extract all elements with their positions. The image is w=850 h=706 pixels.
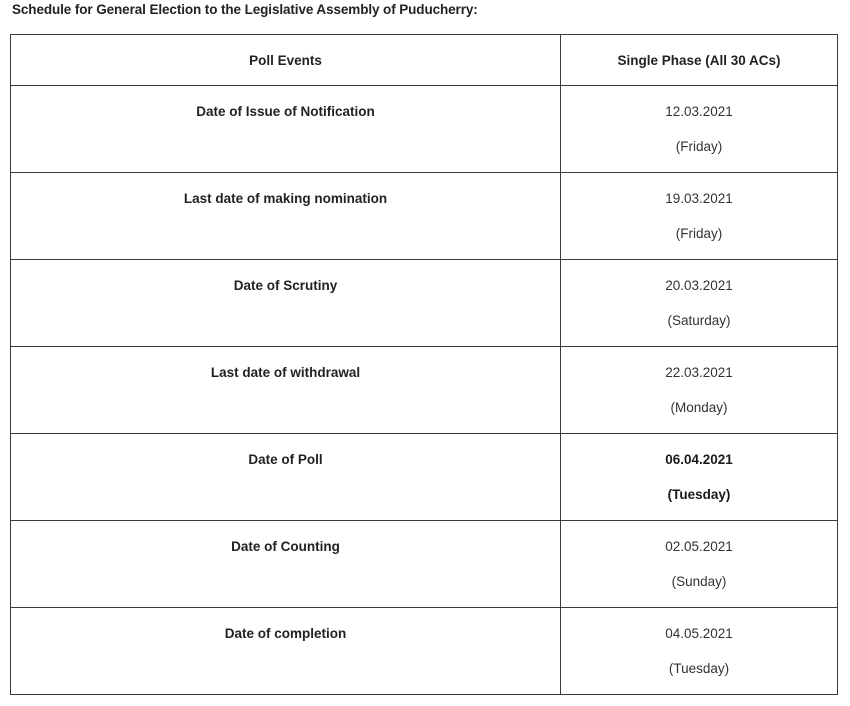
event-label: Last date of withdrawal — [210, 365, 361, 380]
event-cell — [11, 521, 561, 608]
event-date: 04.05.2021 — [665, 626, 733, 641]
event-date: 20.03.2021 — [665, 278, 733, 293]
event-cell — [11, 260, 561, 347]
event-day: (Friday) — [675, 139, 723, 154]
event-day: (Tuesday) — [668, 661, 730, 676]
event-day: (Saturday) — [667, 313, 731, 328]
event-label: Last date of making nomination — [183, 191, 388, 206]
page-heading: Schedule for General Election to the Legislative Assembly of Puducherry: — [12, 2, 478, 17]
event-day: (Sunday) — [671, 574, 727, 589]
date-cell — [561, 86, 838, 173]
table-row — [11, 347, 838, 434]
event-day: (Tuesday) — [667, 487, 731, 502]
column-header-poll-events: Poll Events — [11, 35, 561, 86]
event-date: 06.04.2021 — [665, 452, 733, 467]
table-row — [11, 608, 838, 695]
table-row — [11, 260, 838, 347]
event-day: (Monday) — [670, 400, 728, 415]
event-label: Date of Scrutiny — [233, 278, 338, 293]
event-label: Date of Counting — [231, 539, 340, 554]
event-date: 19.03.2021 — [665, 191, 733, 206]
event-label: Date of Poll — [248, 452, 323, 467]
column-header-single-phase: Single Phase (All 30 ACs) — [561, 35, 838, 86]
table-row — [11, 173, 838, 260]
election-schedule-table — [10, 34, 838, 695]
event-day: (Friday) — [675, 226, 723, 241]
date-cell — [561, 608, 838, 695]
table-header-row — [11, 35, 838, 86]
date-cell — [561, 521, 838, 608]
table-row — [11, 434, 838, 521]
event-cell — [11, 608, 561, 695]
event-cell — [11, 173, 561, 260]
event-label: Date of completion — [224, 626, 347, 641]
table-row — [11, 86, 838, 173]
event-date: 12.03.2021 — [665, 104, 733, 119]
table-row — [11, 521, 838, 608]
date-cell — [561, 173, 838, 260]
event-label: Date of Issue of Notification — [196, 104, 375, 119]
event-cell — [11, 86, 561, 173]
date-cell — [561, 260, 838, 347]
date-cell — [561, 434, 838, 521]
date-cell — [561, 347, 838, 434]
event-cell — [11, 347, 561, 434]
event-cell — [11, 434, 561, 521]
event-date: 22.03.2021 — [665, 365, 733, 380]
event-date: 02.05.2021 — [665, 539, 733, 554]
